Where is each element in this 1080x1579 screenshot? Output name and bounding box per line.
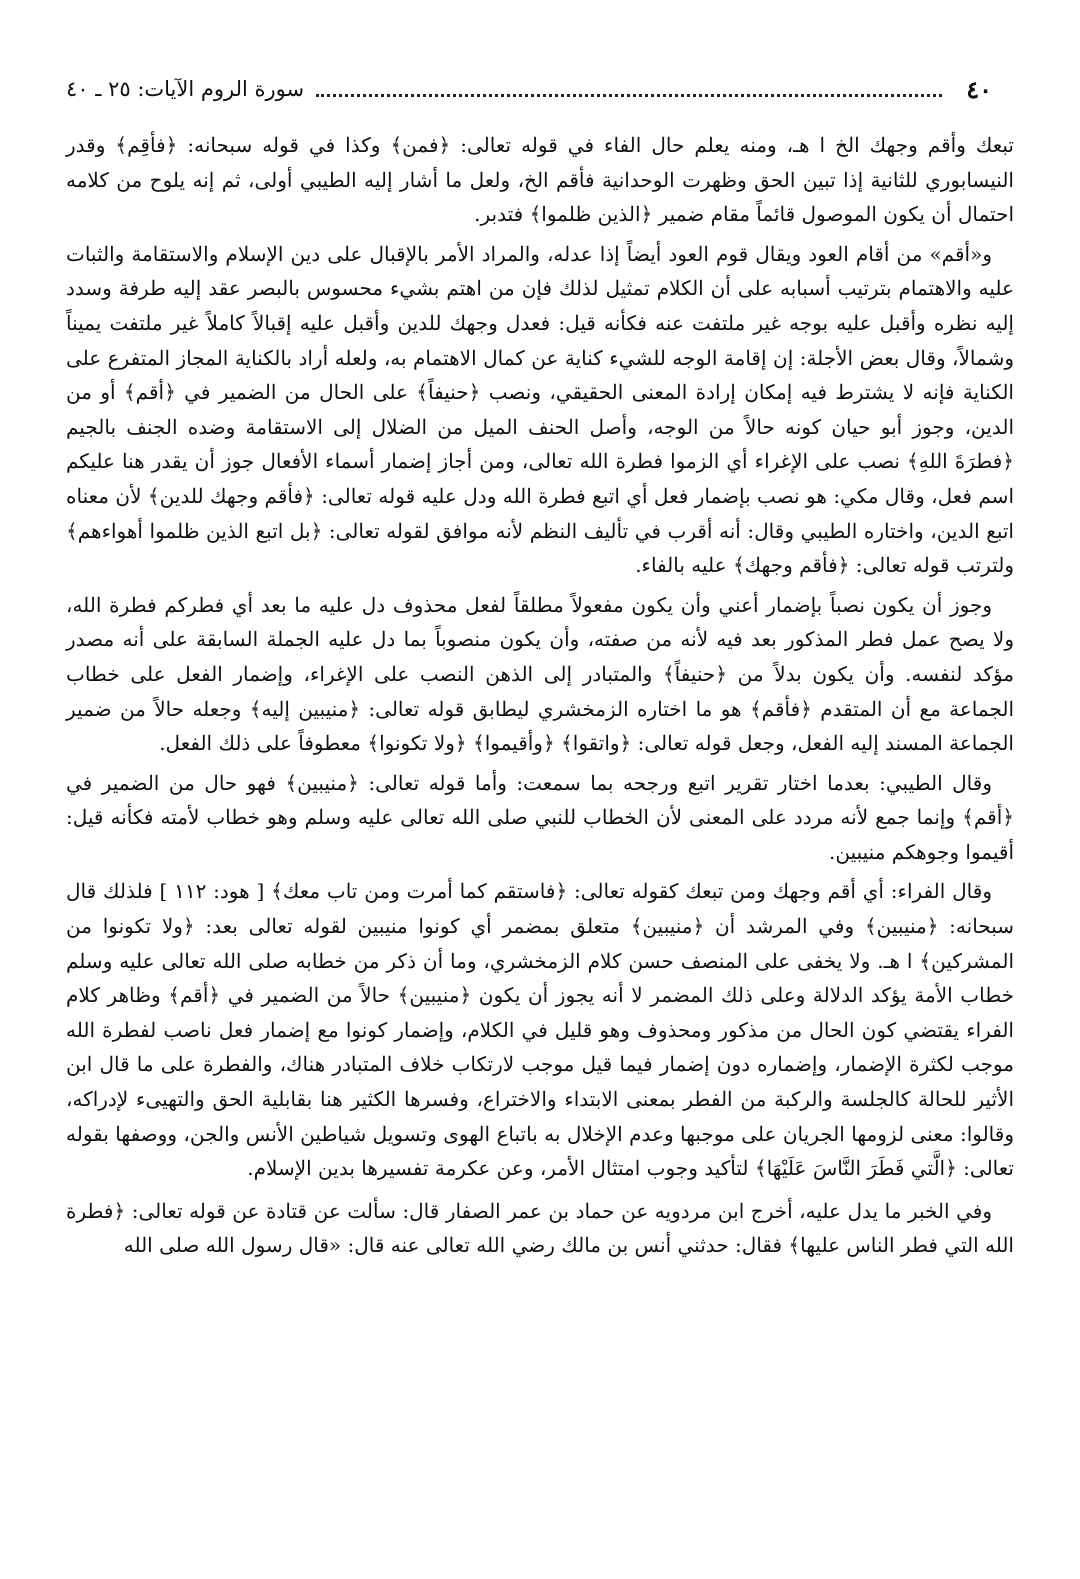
paragraph: وقال الطيبي: بعدما اختار تقرير اتبع ورجحه بما سمعت: وأما قوله تعالى: ﴿منيبين﴾ فهو حال من الضمير في ﴿أقم﴾ وإنما جمع لأنه مردد على المعنى لأن الخطاب للنبي صلى الله تعالى عليه وسلم وهو خطاب لأمته فكأنه قيل: أقيموا وجوهكم منيبين. <box>66 770 1014 864</box>
paragraph: وفي الخبر ما يدل عليه، أخرج ابن مردويه عن حماد بن عمر الصفار قال: سألت عن قتادة عن قوله تعالى: ﴿فطرة الله التي فطر الناس عليها﴾ فقال: حدثني أنس بن مالك رضي الله تعالى عنه قال: «قال رسول الله صلى الله <box>66 1198 1014 1258</box>
header-dotted-leader <box>316 82 942 97</box>
page-number: ٤٠ <box>966 74 992 104</box>
paragraph: وجوز أن يكون نصباً بإضمار أعني وأن يكون مفعولاً مطلقاً لفعل محذوف دل عليه ما بعد أي فطركم فطرة الله، ولا يصح عمل فطر المذكور بعد فيه لأنه من صفته، وأن يكون منصوباً بما دل عليه الجملة السابقة على أنه مصدر مؤكد لنفسه. وأن يكون بدلاً من ﴿حنيفاً﴾ والمتبادر إلى الذهن النصب على الإغراء، وإضمار الفعل على خطاب الجماعة مع أن المتقدم ﴿فأقم﴾ هو ما اختاره الزمخشري ليطابق قوله تعالى: ﴿منيبين إليه﴾ وجعله حالاً من ضمير الجماعة المسند إليه الفعل، وجعل قوله تعالى: ﴿واتقوا﴾ ﴿وأقيموا﴾ ﴿ولا تكونوا﴾ معطوفاً على ذلك الفعل. <box>66 592 1014 756</box>
commentary-body <box>66 128 1014 1268</box>
running-header <box>66 72 992 106</box>
paragraph: وقال الفراء: أي أقم وجهك ومن تبعك كقوله تعالى: ﴿فاستقم كما أمرت ومن تاب معك﴾ [ هود: ١١٢ ] فلذلك قال سبحانه: ﴿منيبين﴾ وفي المرشد أن ﴿منيبين﴾ متعلق بمضمر أي كونوا منيبين لقوله تعالى بعد: ﴿ولا تكونوا من المشركين﴾ ا هـ. ولا يخفى على المنصف حسن كلام الزمخشري، وما أن ذكر من خطابه صلى الله تعالى عليه وسلم خطاب الأمة يؤكد الدلالة وعلى ذلك المضمر لا أنه يجوز أن يكون ﴿منيبين﴾ حالاً من الضمير في ﴿أقم﴾ وظاهر كلام الفراء يقتضي كون الحال من مذكور ومحذوف وهو قليل في الكلام، وإضمار كونوا مع إضمار فعل ناصب لفطرة الله موجب لكثرة الإضمار، وإضماره دون إضمار فيما قيل موجب لارتكاب خلاف المتبادر هناك، والفطرة على ما قال ابن الأثير للحالة كالجلسة والركبة من الفطر بمعنى الابتداء والاختراع، وفسرها الكثير هنا بقابلية الحق والتهيىء لإدراكه، وقالوا: معنى لزومها الجريان على موجبها وعدم الإخلال به باتباع الهوى وتسويل شياطين الأنس والجن، ووصفها بقوله تعالى: ﴿الَّتي فَطَرَ النَّاسَ عَلَيْهَا﴾ لتأكيد وجوب امتثال الأمر، وعن عكرمة تفسيرها بدين الإسلام. <box>66 879 1014 1181</box>
running-title: سورة الروم الآيات: ٢٥ ـ ٤٠ <box>66 77 305 101</box>
paragraph: و«أقم» من أقام العود ويقال قوم العود أيضاً إذا عدله، والمراد الأمر بالإقبال على دين الإسلام والاستقامة والثبات عليه والاهتمام بترتيب أسبابه على أن الكلام تمثيل لذلك فإن من اهتم بشيء محسوس بالبصر عقد إليه طرفة وسدد إليه نظره وأقبل عليه بوجه غير ملتفت عنه فكأنه قيل: فعدل وجهك للدين وأقبل عليه إقبالاً كاملاً غير ملتفت يميناً وشمالاً، وقال بعض الأجلة: إن إقامة الوجه للشيء كناية عن كمال الاهتمام به، ولعله أراد بالكناية المجاز المتفرع على الكناية فإنه لا يشترط فيه إمكان إرادة المعنى الحقيقي، ونصب ﴿حنيفاً﴾ على الحال من الضمير في ﴿أقم﴾ أو من الدين، وجوز أبو حيان كونه حالاً من الوجه، وأصل الحنف الميل من الضلال إلى الاستقامة وضده الجنف بالجيم ﴿فطرَةَ اللهِ﴾ نصب على الإغراء أي الزموا فطرة الله تعالى، ومن أجاز إضمار أسماء الأفعال جوز أن يقدر هنا عليكم اسم فعل، وقال مكي: هو نصب بإضمار فعل أي اتبع فطرة الله ودل عليه قوله تعالى: ﴿فأقم وجهك للدين﴾ لأن معناه اتبع الدين، واختاره الطيبي وقال: أنه أقرب في تأليف النظم لأنه موافق لقوله تعالى: ﴿بل اتبع الذين ظلموا أهواءهم﴾ ولترتب قوله تعالى: ﴿فأقم وجهك﴾ عليه بالفاء. <box>66 241 1015 578</box>
paragraph: تبعك وأقم وجهك الخ ا هـ، ومنه يعلم حال الفاء في قوله تعالى: ﴿فمن﴾ وكذا في قوله سبحانه: ﴿فأقِم﴾ وقدر النيسابوري للثانية إذا تبين الحق وظهرت الوحدانية فأقم الخ، ولعل ما أشار إليه الطيبي أولى، ثم إنه يلوح من كلامه احتمال أن يكون الموصول قائماً مقام ضمير ﴿الذين ظلموا﴾ فتدبر. <box>66 133 1014 227</box>
